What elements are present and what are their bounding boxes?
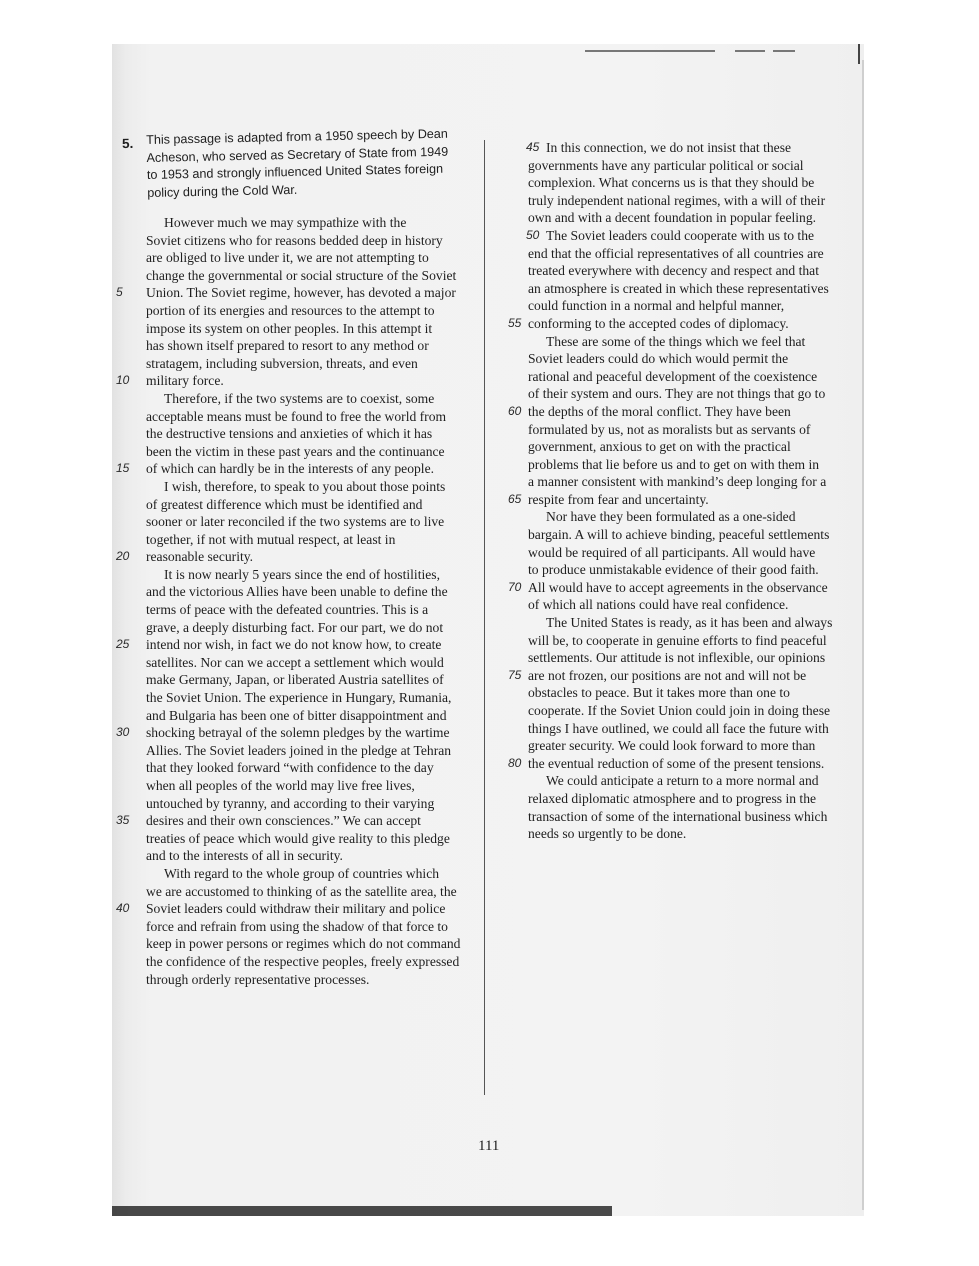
passage-line-text: Therefore, if the two systems are to coexist, some (164, 390, 435, 406)
passage-line (528, 157, 840, 175)
passage-line (528, 825, 840, 843)
passage-line-text: These are some of the things which we feel that (546, 333, 806, 349)
passage-line (146, 302, 476, 320)
passage-line-text: things I have outlined, we could all face the future with (528, 720, 829, 736)
passage-line (146, 355, 476, 373)
line-number: 30 (116, 725, 130, 740)
line-number: 65 (508, 491, 522, 506)
corner-tick (858, 44, 860, 64)
passage-line (528, 438, 840, 456)
passage-line-text: transaction of some of the international business which (528, 808, 828, 824)
passage-line-text: sooner or later reconciled if the two systems are to live (146, 514, 445, 530)
passage-line-text: Union. The Soviet regime, however, has devoted a major (146, 285, 456, 301)
passage-line-text: The United States is ready, as it has been and always (546, 615, 833, 631)
passage-line-text: Soviet leaders could do which would permit the (528, 351, 789, 367)
passage-line (116, 548, 476, 566)
passage-line (146, 601, 476, 619)
passage-line (528, 209, 840, 227)
passage-line (528, 421, 840, 439)
passage-line-text: and Bulgaria has been one of bitter disappointment and (146, 707, 447, 723)
passage-line (528, 526, 840, 544)
passage-line (528, 684, 840, 702)
passage-right-column (508, 139, 840, 843)
passage-line-text: when all peoples of the world may live free lives, (146, 778, 415, 793)
passage-line-text: However much we may sympathize with the (164, 215, 407, 230)
passage-line-text: cooperate. If the Soviet Union could join in doing these (528, 703, 831, 718)
passage-line-text: I wish, therefore, to speak to you about those points (164, 478, 446, 494)
passage-line-text: together, if not with mutual respect, at least in (146, 531, 396, 547)
passage-line-text: to produce unmistakable evidence of their good faith. (528, 562, 819, 578)
passage-line-text: With regard to the whole group of countries which (164, 865, 440, 881)
passage-line (528, 174, 840, 192)
passage-line-text: the eventual reduction of some of the present tensions. (528, 755, 825, 771)
passage-line-text: force and refrain from using the shadow of that force to (146, 918, 448, 934)
line-number: 15 (116, 461, 130, 476)
passage-line (528, 350, 840, 368)
passage-line-text: complexion. What concerns us is that they should be (528, 175, 815, 191)
passage-line (146, 935, 476, 953)
passage-line-text: the Soviet Union. The experience in Hungary, Rumania, (146, 690, 452, 706)
passage-line (528, 245, 840, 263)
intro-line: Acheson, who served as Secretary of State from 1949 (146, 144, 449, 165)
passage-line-text: could function in a normal and helpful manner, (528, 298, 785, 314)
passage-line-text: change the governmental or social structure of the Soviet (146, 267, 457, 283)
top-scan-mark (585, 50, 715, 52)
passage-line-text: It is now nearly 5 years since the end of hostilities, (164, 566, 440, 582)
line-number: 5 (116, 285, 123, 300)
passage-line-text: and the victorious Allies have been unable to define the (146, 584, 448, 600)
passage-line-text: rational and peaceful development of the coexistence (528, 368, 818, 384)
passage-line (116, 724, 476, 742)
passage-line-text: are obliged to live under it, we are not attempting to (146, 250, 429, 266)
passage-line (146, 267, 476, 285)
passage-line-text: conforming to the accepted codes of diplomacy. (528, 315, 789, 331)
passage-line (528, 632, 840, 650)
passage-line (146, 390, 476, 408)
passage-line (528, 561, 840, 579)
line-number: 35 (116, 813, 130, 828)
passage-line-text: Soviet leaders could withdraw their military and police (146, 901, 446, 917)
passage-line (146, 583, 476, 601)
passage-line (146, 689, 476, 707)
passage-line-text: has shown itself prepared to resort to any method or (146, 338, 429, 354)
passage-line (528, 473, 840, 491)
passage-line (508, 491, 840, 509)
passage-line-text: of which all nations could have real confidence. (528, 597, 789, 613)
passage-line-text: respite from fear and uncertainty. (528, 491, 709, 507)
question-number: 5. (121, 135, 134, 152)
passage-line (528, 720, 840, 738)
passage-line-text: of greatest difference which must be identified and (146, 496, 423, 512)
passage-line (528, 772, 840, 790)
passage-line-text: truly independent national regimes, with a will of their (528, 192, 826, 208)
line-number: 40 (116, 901, 130, 916)
passage-line-text: and to the interests of all in security. (146, 848, 343, 864)
passage-line-text: Soviet citizens who for reasons bedded deep in history (146, 232, 443, 248)
passage-line (146, 337, 476, 355)
passage-line-text: a manner consistent with mankind’s deep longing for a (528, 474, 827, 490)
passage-line (528, 614, 840, 632)
passage-line (508, 403, 840, 421)
passage-line (528, 737, 840, 755)
passage-line (146, 619, 476, 637)
passage-line-text: stratagem, including subversion, threats, and even (146, 355, 418, 371)
passage-line-text: All would have to accept agreements in the observance (528, 579, 828, 595)
intro-line: This passage is adapted from a 1950 speech by Dean (146, 126, 448, 147)
passage-line-text: formulated by us, not as moralists but as servants of (528, 421, 811, 437)
passage-line (146, 320, 476, 338)
passage-line (528, 790, 840, 808)
passage-line (146, 531, 476, 549)
passage-line (528, 262, 840, 280)
passage-line (146, 742, 476, 760)
passage-line-text: bargain. A will to achieve binding, peaceful settlements (528, 527, 830, 543)
passage-line (146, 953, 476, 971)
passage-line (528, 227, 840, 245)
line-number: 70 (508, 579, 522, 594)
line-number: 25 (116, 637, 130, 652)
passage-line (116, 372, 476, 390)
passage-line (528, 192, 840, 210)
passage-line-text: shocking betrayal of the solemn pledges by the wartime (146, 725, 450, 741)
passage-line (146, 865, 476, 883)
passage-line-text: the destructive tensions and anxieties of which it has (146, 426, 433, 442)
passage-line (146, 478, 476, 496)
passage-line-text: would be required of all participants. All would have (528, 544, 816, 560)
passage-line-text: through orderly representative processes. (146, 971, 370, 987)
passage-line (528, 544, 840, 562)
line-number: 45 (526, 140, 540, 154)
passage-line (146, 883, 476, 901)
line-number: 20 (116, 549, 130, 564)
passage-line-text: government, anxious to get on with the practical (528, 439, 791, 455)
passage-line-text: are not frozen, our positions are not and will not be (528, 667, 807, 683)
passage-line-text: we are accustomed to thinking of as the satellite area, the (146, 883, 457, 899)
passage-line-text: We could anticipate a return to a more normal and (546, 773, 819, 789)
passage-line (116, 284, 476, 302)
passage-line (146, 918, 476, 936)
passage-line (146, 830, 476, 848)
passage-line (116, 460, 476, 478)
passage-line-text: will be, to cooperate in genuine efforts to find peaceful (528, 632, 827, 648)
passage-line (146, 795, 476, 813)
passage-line (528, 385, 840, 403)
passage-line (528, 808, 840, 826)
passage-line-text: been the victim in these past years and the continuance (146, 443, 445, 459)
passage-line (528, 280, 840, 298)
passage-line-text: of their system and ours. They are not things that go to (528, 386, 826, 402)
passage-line-text: of which can hardly be in the interests of any people. (146, 461, 435, 477)
passage-line (116, 900, 476, 918)
top-scan-mark (773, 50, 795, 52)
passage-line-text: satellites. Nor can we accept a settlement which would (146, 654, 444, 670)
passage-left-column (116, 214, 476, 988)
passage-line (146, 707, 476, 725)
passage-line (146, 513, 476, 531)
page-bottom-shadow (112, 1206, 612, 1216)
passage-line-text: treaties of peace which would give reality to this pledge (146, 830, 450, 846)
passage-line-text: The Soviet leaders could cooperate with us to the (546, 227, 815, 243)
passage-line-text: reasonable security. (146, 549, 254, 565)
passage-line (146, 847, 476, 865)
passage-line-text: keep in power persons or regimes which do not command (146, 936, 461, 952)
passage-line (528, 368, 840, 386)
line-number: 80 (508, 755, 522, 770)
passage-line (508, 579, 840, 597)
passage-line-text: governments have any particular political or social (528, 157, 804, 173)
passage-line-text: military force. (146, 373, 224, 389)
passage-line (146, 408, 476, 426)
column-divider (484, 140, 485, 1095)
page-number: 111 (478, 1138, 500, 1154)
passage-line (116, 636, 476, 654)
passage-line (528, 139, 840, 157)
intro-line: policy during the Cold War. (147, 182, 298, 200)
passage-line-text: that they looked forward “with confidence to the day (146, 760, 434, 776)
passage-line (116, 812, 476, 830)
passage-line (528, 508, 840, 526)
passage-line (146, 232, 476, 250)
passage-line-text: the confidence of the respective peoples, freely expressed (146, 953, 460, 969)
passage-line-text: an atmosphere is created in which these representatives (528, 280, 829, 296)
passage-line (146, 654, 476, 672)
passage-line-text: make Germany, Japan, or liberated Austria satellites of (146, 672, 444, 688)
passage-line (146, 443, 476, 461)
line-number: 75 (508, 667, 522, 682)
passage-line (146, 671, 476, 689)
page-edge (862, 60, 864, 1210)
passage-line-text: end that the official representatives of all countries are (528, 245, 824, 261)
passage-line (146, 249, 476, 267)
passage-line-text: grave, a deeply disturbing fact. For our part, we do not (146, 619, 444, 635)
passage-intro (146, 126, 447, 202)
passage-line (508, 315, 840, 333)
passage-line-text: untouched by tyranny, and according to their varying (146, 795, 435, 811)
passage-line-text: desires and their own consciences.” We can accept (146, 813, 421, 829)
passage-line (528, 297, 840, 315)
passage-line-text: relaxed diplomatic atmosphere and to progress in the (528, 790, 817, 806)
line-number: 55 (508, 315, 522, 330)
passage-line (146, 566, 476, 584)
passage-line-text: problems that lie before us and to get on with them in (528, 456, 820, 472)
passage-line-text: terms of peace with the defeated countries. This is a (146, 602, 429, 618)
line-number: 60 (508, 403, 522, 418)
top-scan-mark (735, 50, 765, 52)
passage-line (146, 425, 476, 443)
intro-line: to 1953 and strongly influenced United States foreign (146, 161, 444, 182)
passage-line (528, 456, 840, 474)
passage-line (528, 702, 840, 720)
passage-line-text: impose its system on other peoples. In this attempt it (146, 320, 433, 336)
passage-line-text: settlements. Our attitude is not inflexible, our opinions (528, 650, 826, 666)
passage-line (528, 596, 840, 614)
passage-line (528, 649, 840, 667)
passage-line (146, 777, 476, 795)
line-number: 50 (526, 227, 540, 242)
passage-line-text: own and with a decent foundation in popular feeling. (528, 210, 817, 226)
passage-line (146, 214, 476, 232)
passage-line (508, 667, 840, 685)
passage-line-text: the depths of the moral conflict. They have been (528, 403, 791, 419)
passage-line-text: Allies. The Soviet leaders joined in the pledge at Tehran (146, 742, 452, 758)
line-number: 10 (116, 373, 130, 388)
passage-line (146, 759, 476, 777)
passage-line-text: In this connection, we do not insist that these (546, 140, 792, 155)
passage-line (146, 971, 476, 989)
passage-line-text: portion of its energies and resources to the attempt to (146, 302, 435, 318)
passage-line-text: Nor have they been formulated as a one-sided (546, 509, 796, 525)
passage-line (528, 333, 840, 351)
passage-line-text: acceptable means must be found to free the world from (146, 408, 447, 424)
passage-line-text: intend nor wish, in fact we do not know how, to create (146, 637, 442, 653)
passage-line (146, 496, 476, 514)
passage-line-text: needs so urgently to be done. (528, 826, 687, 842)
passage-line-text: obstacles to peace. But it takes more than one to (528, 685, 790, 701)
passage-line-text: treated everywhere with decency and respect and that (528, 263, 819, 279)
passage-line (508, 755, 840, 773)
passage-line-text: greater security. We could look forward to more than (528, 738, 816, 754)
